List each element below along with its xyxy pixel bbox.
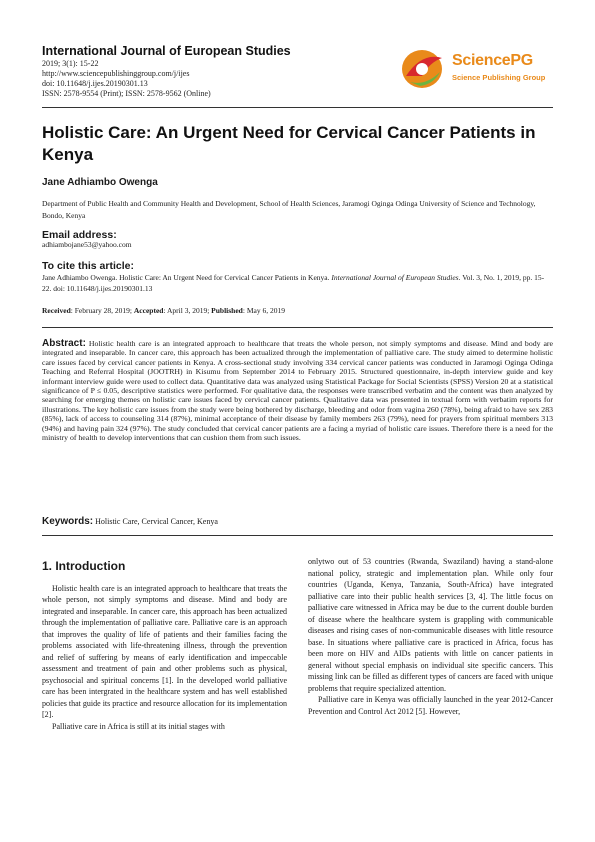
author-name: Jane Adhiambo Owenga <box>42 177 158 188</box>
journal-issn: ISSN: 2578-9554 (Print); ISSN: 2578-9562 (Online) <box>42 89 211 98</box>
abstract-top-rule <box>42 327 553 328</box>
abstract <box>42 339 553 442</box>
body-top-rule <box>42 535 553 536</box>
journal-name: International Journal of European Studies <box>42 44 291 58</box>
logo-subtitle: Science Publishing Group <box>452 73 546 82</box>
paragraph: Palliative care in Kenya was officially launched in the year 2012-Cancer Prevention and Control Act 2012 [5]. However, <box>308 695 553 716</box>
section-heading: 1. Introduction <box>42 559 126 573</box>
journal-url[interactable]: http://www.sciencepublishinggroup.com/j/ijes <box>42 69 190 78</box>
cite-text <box>42 272 553 294</box>
article-dates <box>42 306 285 315</box>
sciencepg-logo <box>400 46 560 92</box>
received-date: : February 28, 2019; <box>70 306 134 315</box>
cite-journal: International Journal of European Studies. <box>331 273 461 282</box>
journal-header <box>42 44 382 99</box>
sciencepg-logo-icon <box>400 46 448 92</box>
cite-details: Vol. 3, No. 1, 2019, pp. 15-22. doi: 10.11648/j.ijes.20190301.13 <box>42 273 545 293</box>
article-title: Holistic Care: An Urgent Need for Cervical Cancer Patients in Kenya <box>42 123 536 164</box>
keywords-label: Keywords: <box>42 516 94 527</box>
published-date: : May 6, 2019 <box>242 306 285 315</box>
keywords-text: Holistic Care, Cervical Cancer, Kenya <box>95 517 218 526</box>
email-heading: Email address: <box>42 229 117 241</box>
accepted-label: Accepted <box>133 306 164 315</box>
paragraph: Holistic health care is an integrated approach to healthcare that treats the whole person, not simply symptoms and disease. Mind and body are integrated and inseparable. In cancer care, this approach has been actualized through the implementation of palliative care. Palliative care is an approach that improves the quality of life of patients and their families facing the problems associated with life-threatening illness, through the prevention and relief of suffering by means of early identification and impeccable assessment and treatment of pain and other problems such as physical, psychosocial and spiritual concerns [1]. In the developed world palliative care has been intergrated in the healthcare system and has well established policies that guide its practice and resource allocation for its implementation [2]. <box>42 583 287 719</box>
email-address[interactable]: adhiambojane53@yahoo.com <box>42 240 132 249</box>
cite-heading: To cite this article: <box>42 260 134 272</box>
column-right <box>308 556 553 717</box>
abstract-text: Holistic health care is an integrated approach to healthcare that treats the whole person, not simply symptoms and disease. Mind and body are integrated and inseparable. In cancer care, this approach has been actualized through the implementation of palliative care. The study aimed to determine holistic care issues faced by cervical cancer patients in Kenya. A cross-sectional study involving 334 cervical cancer patients was conducted in Jaramogi Oginga Odinga Teaching and Referral Hospital (JOOTRH) in Kisumu from September 2014 to February 2015. Structured questionnaire, in-depth interview guide and key informant interview guide were used to collect data. Quantitative data was analyzed using Statistical Package for Social Scientists (SPSS) Version 20 at a statistical significance of P ≤ 0.05, descriptive statistics were performed. For qualitative data, the responses were transcribed verbatim and the content was then analyzed by searching for emerging themes on holistic care issues faced by cervical cancer patients. Qualitative data was presented in textual form with verbatim reports for illustrations. The key holistic care issues from the study were being bothered by discharge, bleeding and odor from vagina 260 (78%), being afraid to have sex 283 (85%), lack of access to counseling 314 (87%), minimal acceptance of their disease by family members 263 (79%), need for prayers from spiritual members 313 (94%) and having pain 324 (97%). The study concluded that cervical cancer patients are a facing a myriad of holistic care issues. Therefore there is a need for the ministry of health to develop interventions that can cushion them from such issues. <box>42 339 553 443</box>
logo-name: SciencePG <box>452 52 533 69</box>
received-label: Received <box>42 306 71 315</box>
abstract-label: Abstract: <box>42 338 86 349</box>
journal-doi: doi: 10.11648/j.ijes.20190301.13 <box>42 79 148 88</box>
header-rule <box>42 107 553 108</box>
column-left <box>42 556 287 732</box>
journal-volume: 2019; 3(1): 15-22 <box>42 59 99 68</box>
published-label: Published <box>211 306 243 315</box>
author-affiliation: Department of Public Health and Community Health and Development, School of Health Sciences, Jaramogi Oginga Odinga University of Science and Technology, Bondo, Kenya <box>42 199 536 220</box>
keywords <box>42 516 553 527</box>
paragraph: Palliative care in Africa is still at its initial stages with <box>52 721 225 731</box>
cite-authors: Jane Adhiambo Owenga. Holistic Care: An Urgent Need for Cervical Cancer Patients in Kenya. <box>42 273 330 282</box>
paragraph: onlytwo out of 53 countries (Rwanda, Swaziland) having a stand-alone national policy, strategic and implementation plan. While only four countries (Uganda, Kenya, Tanzania, South-Africa) have integrated palliative care into their public health services [3, 4]. The little focus on palliative care witnessed in Africa may be due to the current double burden of disease where the healthcare system is grappling with communicable diseases and rising cases of non-communicable diseases with little resource base. In situations where palliative care is practiced in Africa, focus has been more on HIV and AIDs patients with little on cancer patients in general without special emphasis on individual site specific cancers. This missing link can be filled as different types of cancers are faced with unique problems that require specialized attention. <box>308 557 553 693</box>
accepted-date: : April 3, 2019; <box>163 306 212 315</box>
